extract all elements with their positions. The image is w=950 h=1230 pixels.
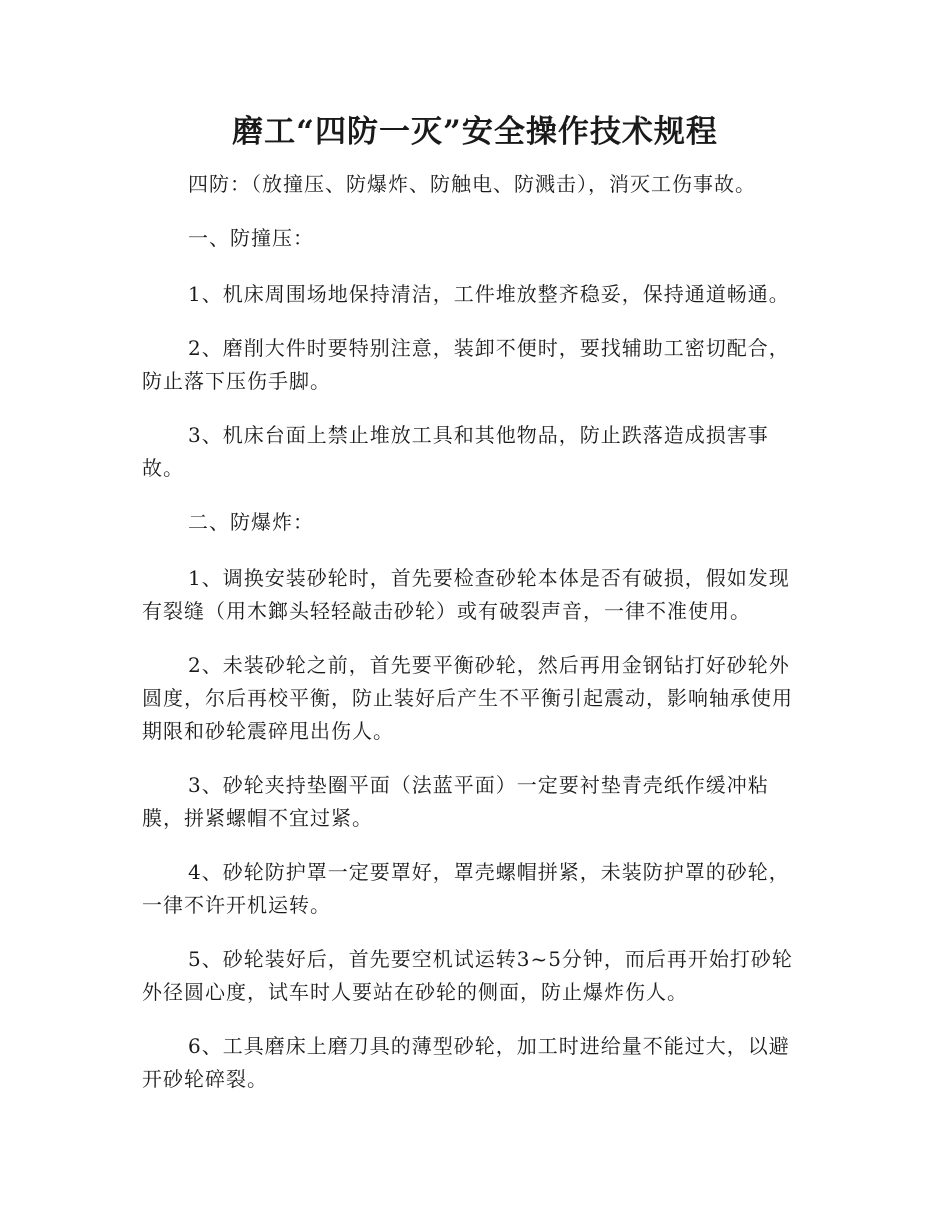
paragraph: 2、未装砂轮之前，首先要平衡砂轮，然后再用金钢钻打好砂轮外圆度，尔后再校平衡，防止装好后产生不平衡引起震动，影响轴承使用期限和砂轮震碎甩出伤人。: [142, 653, 793, 743]
paragraph: 1、机床周围场地保持清洁，工件堆放整齐稳妥，保持通道畅通。: [188, 282, 790, 306]
document-body: [142, 168, 808, 1117]
paragraph: 2、磨削大件时要特别注意，装卸不便时，要找辅助工密切配合，防止落下压伤手脚。: [142, 336, 790, 393]
paragraph: 3、机床台面上禁止堆放工具和其他物品，防止跌落造成损害事故。: [142, 423, 769, 480]
intro-paragraph: 四防：（放撞压、防爆炸、防触电、防溅击），消灭工伤事故。: [188, 172, 756, 196]
section-heading-anti-explosion: 二、防爆炸：: [188, 510, 314, 534]
section-heading-anti-crush: 一、防撞压：: [188, 226, 314, 250]
paragraph: 1、调换安装砂轮时，首先要检查砂轮本体是否有破损，假如发现有裂缝（用木鎯头轻轻敲击砂轮）或有破裂声音，一律不准使用。: [142, 566, 790, 623]
paragraph: 4、砂轮防护罩一定要罩好，罩壳螺帽拼紧，未装防护罩的砂轮，一律不许开机运转。: [142, 860, 790, 917]
paragraph: 6、工具磨床上磨刀具的薄型砂轮，加工时进给量不能过大，以避开砂轮碎裂。: [142, 1034, 790, 1091]
document-title: 磨工“四防一灭”安全操作技术规程: [232, 114, 718, 150]
paragraph: 3、砂轮夹持垫圈平面（法蓝平面）一定要衬垫青壳纸作缓冲粘膜，拼紧螺帽不宜过紧。: [142, 773, 769, 830]
paragraph: 5、砂轮装好后，首先要空机试运转3~5分钟，而后再开始打砂轮外径圆心度，试车时人要站在砂轮的侧面，防止爆炸伤人。: [142, 947, 793, 1004]
